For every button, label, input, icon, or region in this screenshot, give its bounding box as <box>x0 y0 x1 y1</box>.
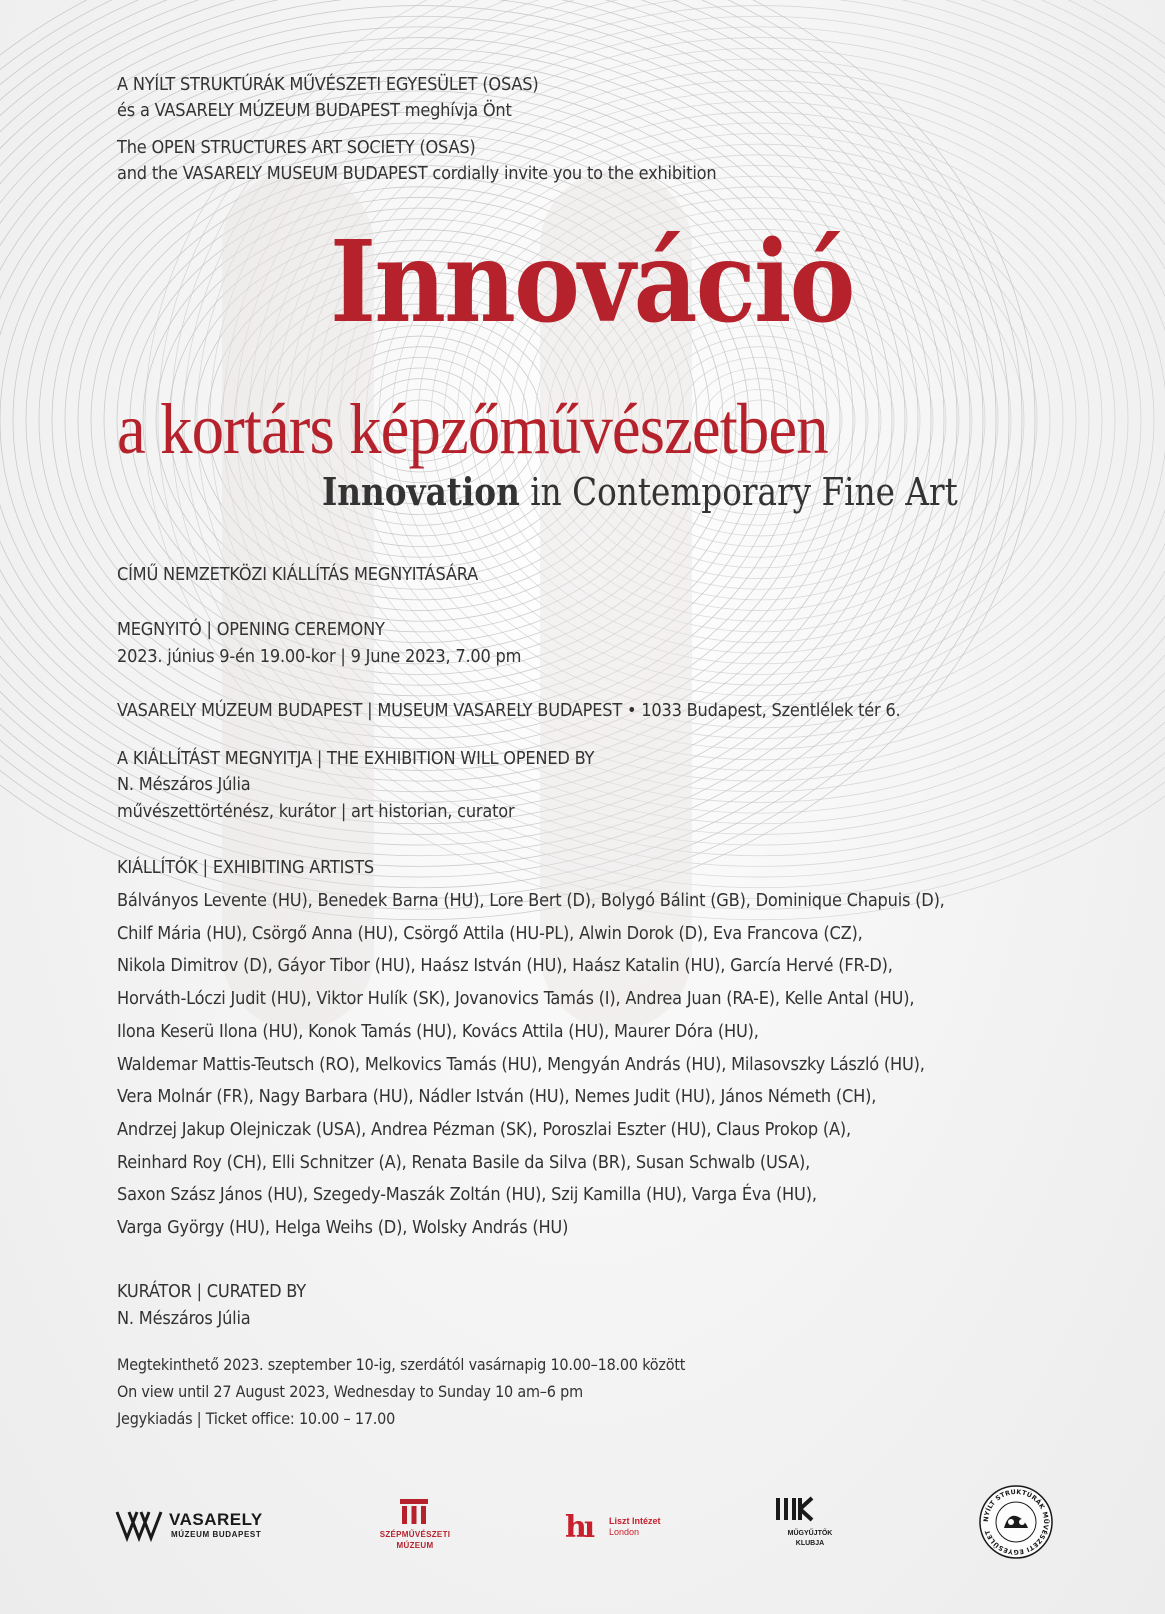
viewing-hu: Megtekinthető 2023. szeptember 10-ig, szerdától vasárnapig 10.00–18.00 között <box>117 1355 686 1374</box>
curator-name: N. Mészáros Júlia <box>117 1308 251 1329</box>
osas-seal-ring-text: NYÍLT STRUKTÚRÁK MŰVÉSZETI EGYESÜLET <box>981 1487 1051 1557</box>
title-en-bold: Innovation <box>322 469 520 514</box>
mugyujtok-logo-line1: MŰGYŰJTŐK <box>787 1530 833 1537</box>
szepmuveszeti-logo-line2: MÚZEUM <box>396 1541 434 1550</box>
vasarely-logo-name: VASARELY <box>169 1510 263 1529</box>
artists-line: Andrzej Jakup Olejniczak (USA), Andrea Pézman (SK), Poroszlai Eszter (HU), Claus Prokop (A), <box>117 1118 851 1140</box>
vasarely-logo <box>115 1506 275 1546</box>
invite-hu-line1: A NYÍLT STRUKTÚRÁK MŰVÉSZETI EGYESÜLET (OSAS) <box>117 74 539 95</box>
liszt-intezet-logo <box>565 1510 685 1546</box>
artists-line: Saxon Szász János (HU), Szegedy-Maszák Zoltán (HU), Szij Kamilla (HU), Varga Éva (HU), <box>117 1184 817 1206</box>
artists-line: Nikola Dimitrov (D), Gáyor Tibor (HU), Haász István (HU), Haász Katalin (HU), García Hervé (FR-D), <box>117 955 893 977</box>
vasarely-mark-icon <box>115 1508 163 1542</box>
artists-line: Ilona Keserü Ilona (HU), Konok Tamás (HU), Kovács Attila (HU), Maurer Dóra (HU), <box>117 1020 759 1042</box>
liszt-logo-line2: London <box>609 1527 640 1537</box>
opening-datetime: 2023. június 9-én 19.00-kor | 9 June 2023, 7.00 pm <box>117 646 522 667</box>
ticket-office: Jegykiadás | Ticket office: 10.00 – 17.00 <box>117 1409 396 1428</box>
exhibition-title: Innováció <box>330 217 854 348</box>
mugyujtok-klubja-logo <box>770 1494 850 1554</box>
osas-seal-logo <box>978 1484 1054 1560</box>
opening-label: MEGNYITÓ | OPENING CEREMONY <box>117 619 385 640</box>
venue: VASARELY MÚZEUM BUDAPEST | MUSEUM VASARELY BUDAPEST • 1033 Budapest, Szentlélek tér 6. <box>117 700 901 721</box>
mugyujtok-logo-line2: KLUBJA <box>795 1540 825 1547</box>
szepmuveszeti-logo <box>365 1498 465 1556</box>
title-en-rest: in Contemporary Fine Art <box>519 470 958 514</box>
artists-line: Vera Molnár (FR), Nagy Barbara (HU), Nádler István (HU), Nemes Judit (HU), János Németh (CH), <box>117 1086 877 1108</box>
artists-line: Horváth-Lóczi Judit (HU), Viktor Hulík (SK), Jovanovics Tamás (I), Andrea Juan (RA-E), Kelle Antal (HU), <box>117 988 915 1010</box>
opened-by-name: N. Mészáros Júlia <box>117 774 251 795</box>
exhibition-line: CÍMŰ NEMZETKÖZI KIÁLLÍTÁS MEGNYITÁSÁRA <box>117 564 479 585</box>
artists-line: Waldemar Mattis-Teutsch (RO), Melkovics Tamás (HU), Mengyán András (HU), Milasovszky László (HU), <box>117 1053 925 1075</box>
invite-hu-line2: és a VASARELY MÚZEUM BUDAPEST meghívja Önt <box>117 100 512 121</box>
artists-line: Bálványos Levente (HU), Benedek Barna (HU), Lore Bert (D), Bolygó Bálint (GB), Dominique Chapuis (D), <box>117 890 945 911</box>
opened-by-label: A KIÁLLÍTÁST MEGNYITJA | THE EXHIBITION WILL OPENED BY <box>117 748 595 769</box>
opened-by-role: művészettörténész, kurátor | art historian, curator <box>117 801 515 822</box>
viewing-en: On view until 27 August 2023, Wednesday to Sunday 10 am–6 pm <box>117 1382 583 1401</box>
exhibition-subtitle: a kortárs képzőművészetben <box>117 389 828 469</box>
museum-columns-icon <box>399 1498 429 1526</box>
szepmuveszeti-logo-line1: SZÉPMŰVÉSZETI <box>379 1530 451 1539</box>
osas-seal-icon <box>978 1484 1054 1560</box>
invite-en-line2: and the VASARELY MUSEUM BUDAPEST cordially invite you to the exhibition <box>117 163 717 184</box>
mk-mark-icon <box>774 1496 816 1522</box>
artists-line: Chilf Mária (HU), Csörgő Anna (HU), Csörgő Attila (HU-PL), Alwin Dorok (D), Eva Francova (CZ), <box>117 922 863 944</box>
invite-en-line1: The OPEN STRUCTURES ART SOCIETY (OSAS) <box>117 137 476 158</box>
artists-line: Reinhard Roy (CH), Elli Schnitzer (A), Renata Basile da Silva (BR), Susan Schwalb (USA), <box>117 1151 811 1173</box>
liszt-mark-icon: hı <box>565 1510 593 1545</box>
artists-list <box>117 885 945 1245</box>
artists-label: KIÁLLÍTÓK | EXHIBITING ARTISTS <box>117 857 375 878</box>
exhibition-title-english <box>322 468 958 516</box>
liszt-logo-line1: Liszt Intézet <box>609 1516 661 1526</box>
vasarely-logo-sub: MÚZEUM BUDAPEST <box>171 1530 262 1539</box>
artists-line: Varga György (HU), Helga Weihs (D), Wolsky András (HU) <box>117 1217 569 1239</box>
curator-label: KURÁTOR | CURATED BY <box>117 1281 306 1302</box>
